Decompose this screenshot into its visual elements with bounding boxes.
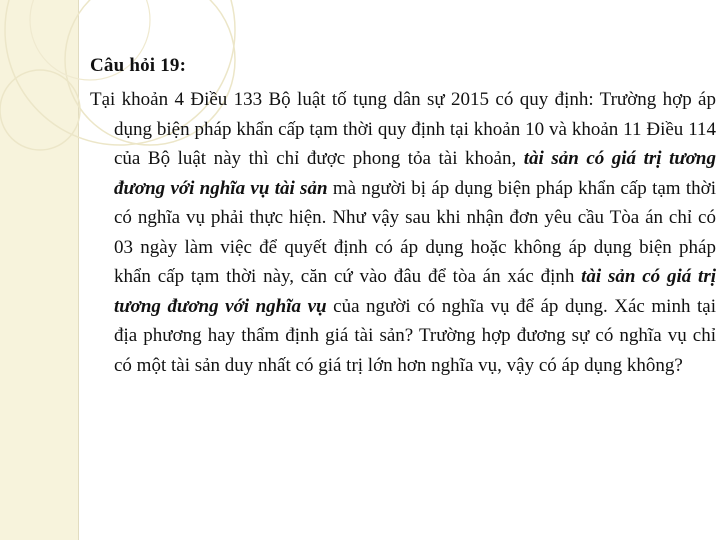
body-emphasis-segment: tài sản có giá trị tương đương với nghĩa vụ tài sản <box>114 148 716 199</box>
slide-body-paragraph <box>90 85 716 380</box>
slide-title: Câu hỏi 19: <box>90 55 187 76</box>
body-emphasis-segment: tài sản có giá trị tương đương với nghĩa vụ <box>114 266 716 317</box>
body-text-segment: của người có nghĩa vụ để áp dụng. Xác minh tại địa phương hay thẩm định giá tài sản? Trường hợp đương sự có nghĩa vụ chỉ có một tài sản duy nhất có giá trị lớn hơn nghĩa vụ, vậy có áp dụng không? <box>114 295 716 376</box>
body-text-segment: Tại khoản 4 Điều 133 Bộ luật tố tụng dân sự 2015 có quy định: Trường hợp áp dụng biện pháp khẩn cấp tạm thời quy định tại khoản 10 và khoản 11 Điều 114 của Bộ luật này thì chỉ được phong tỏa tài khoản, <box>90 89 716 169</box>
decorative-side-band <box>0 0 79 540</box>
body-text-segment: mà người bị áp dụng biện pháp khẩn cấp tạm thời có nghĩa vụ phải thực hiện. Như vậy sau khi nhận đơn yêu cầu Tòa án chỉ có 03 ngày làm việc để quyết định có áp dụng hoặc không áp dụng biện pháp khẩn cấp tạm thời này, căn cứ vào đâu để tòa án xác định <box>114 177 716 287</box>
